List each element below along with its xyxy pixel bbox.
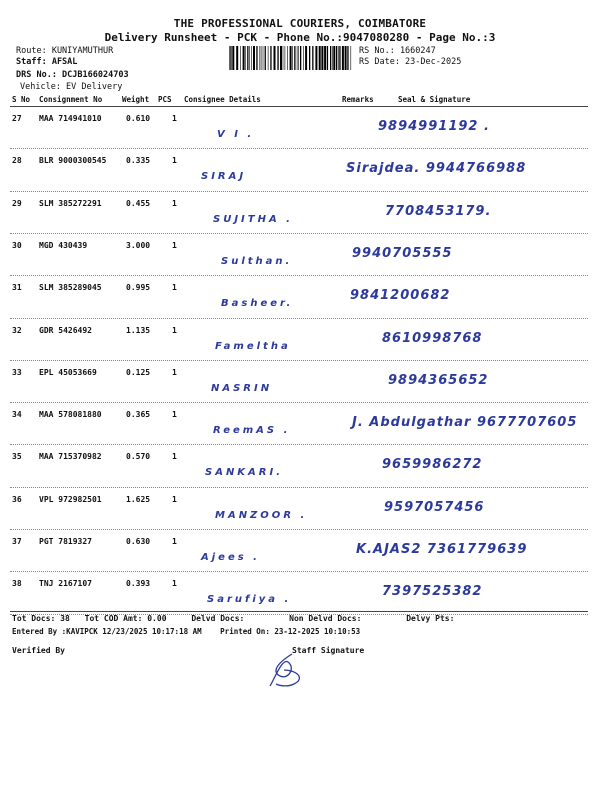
company-title: THE PROFESSIONAL COURIERS, COIMBATORE <box>173 17 427 30</box>
barcode-bar <box>270 46 271 70</box>
cell-consignment: MAA 714941010 <box>39 114 102 123</box>
signature-phone: 9940705555 <box>352 245 453 261</box>
table-row <box>10 276 588 318</box>
footer-entry <box>12 627 360 636</box>
barcode-bar <box>345 46 347 70</box>
signature-phone: 9894365652 <box>388 372 489 388</box>
barcode-bar <box>247 46 248 70</box>
barcode-bar <box>265 46 266 70</box>
consignee-name: Sarufiya . <box>207 594 292 606</box>
printed-on: Printed On: 23-12-2025 10:10:53 <box>220 627 361 636</box>
barcode-bar <box>285 46 286 70</box>
cell-sno: 28 <box>12 156 22 166</box>
consignee-name: SUJITHA . <box>213 213 293 225</box>
barcode-bar <box>287 46 288 70</box>
cell-weight: 1.625 <box>126 494 151 504</box>
barcode-bar <box>303 46 304 70</box>
barcode-bar <box>236 46 238 70</box>
verified-by: Verified By <box>12 646 65 655</box>
cell-pcs: 1 <box>172 156 177 166</box>
consignee-name: SANKARI. <box>205 467 284 479</box>
cell-weight: 0.570 <box>126 452 151 462</box>
cell-consignment: SLM 385272291 <box>39 198 102 208</box>
table-row <box>10 107 588 149</box>
signature-phone: 9894991192 . <box>378 119 490 134</box>
signature-phone: 9659986272 <box>382 457 483 473</box>
footer-divider <box>10 611 588 612</box>
barcode-bar <box>351 46 352 70</box>
cell-consignment: BLR 9000300545 <box>39 156 107 166</box>
cell-weight: 0.125 <box>126 367 151 377</box>
barcode-bar <box>300 46 301 70</box>
delvd-docs: Delvd Docs: <box>191 614 245 623</box>
consignee-name: ReemAS . <box>213 425 291 437</box>
signature-phone: Sirajdea. 9944766988 <box>346 161 527 177</box>
consignee-name: V I . <box>217 129 255 140</box>
cell-consignment: MAA 715370982 <box>39 452 102 462</box>
cell-consignment: SLM 385289045 <box>39 283 102 293</box>
consignee-name: Basheer. <box>221 298 294 310</box>
col-seal-signature: Seal & Signature <box>398 95 471 104</box>
barcode-bar <box>261 46 262 70</box>
consignee-name: SIRAJ <box>201 171 247 183</box>
barcode-bar <box>332 46 333 70</box>
barcode-bar <box>319 46 321 70</box>
consignee-name: Ajees . <box>201 552 260 563</box>
table-row <box>10 149 588 191</box>
cell-sno: 36 <box>12 494 22 504</box>
cell-weight: 3.000 <box>126 240 151 250</box>
barcode-bar <box>297 46 298 70</box>
barcode-bar <box>253 46 255 70</box>
cell-sno: 30 <box>12 240 22 250</box>
staff-signature-label: Staff Signature <box>292 646 365 655</box>
delvy-pts: Delvy Pts: <box>406 614 455 623</box>
entered-by: Entered By :KAVIPCK 12/23/2025 10:17:18 AM <box>12 627 202 636</box>
barcode-bar <box>260 46 261 70</box>
signature-phone: J. Abdulgathar 9677707605 <box>352 415 578 431</box>
signature-phone: 7708453179. <box>385 203 492 219</box>
non-delvd-docs: Non Delvd Docs: <box>289 614 362 623</box>
barcode-bar <box>283 46 284 70</box>
signature-phone: K.AJAS2 7361779639 <box>356 542 528 557</box>
consignee-name: NASRIN <box>211 382 273 394</box>
cell-weight: 0.995 <box>126 283 151 293</box>
barcode-bar <box>298 46 299 70</box>
cell-pcs: 1 <box>172 410 177 420</box>
cell-weight: 0.455 <box>126 198 151 208</box>
staff-label: Staff: AFSAL <box>16 57 78 67</box>
table-row <box>10 403 588 445</box>
runsheet-title: Delivery Runsheet - PCK - Phone No.:9047080280 - Page No.:3 <box>104 31 496 44</box>
cell-consignment: GDR 5426492 <box>39 325 92 335</box>
col-consignee: Consignee Details <box>184 95 261 104</box>
route-label: Route: KUNIYAMUTHUR <box>16 46 114 56</box>
barcode-bar <box>245 46 246 70</box>
cell-sno: 38 <box>12 579 22 589</box>
barcode-bar <box>339 46 340 70</box>
consignee-name: MANZOOR . <box>215 509 308 521</box>
barcode-bar <box>336 46 337 70</box>
cell-weight: 1.135 <box>126 325 151 335</box>
signature-phone: 7397525382 <box>382 584 483 600</box>
cell-weight: 0.630 <box>126 537 151 546</box>
barcode-bar <box>229 46 230 70</box>
table-row <box>10 192 588 234</box>
barcode-bar <box>309 46 310 70</box>
barcode-bar <box>347 46 348 70</box>
cell-consignment: VPL 972982501 <box>39 494 102 504</box>
barcode-bar <box>305 46 307 70</box>
barcode-bar <box>292 46 293 70</box>
barcode-bar <box>333 46 335 70</box>
rs-no-label: RS No.: 1660247 <box>359 46 436 56</box>
table-row <box>10 445 588 487</box>
cell-weight: 0.393 <box>126 579 151 589</box>
barcode-bar <box>324 46 326 70</box>
table-row <box>10 488 588 530</box>
col-consignment: Consignment No <box>39 95 103 104</box>
cell-pcs: 1 <box>172 114 177 123</box>
table-header <box>12 95 587 105</box>
cell-consignment: MGD 430439 <box>39 240 88 250</box>
col-pcs: PCS <box>158 95 172 104</box>
signature-phone: 9841200682 <box>350 288 451 304</box>
barcode-bar <box>330 46 331 70</box>
barcode-bar <box>277 46 278 70</box>
cell-weight: 0.610 <box>126 114 151 123</box>
cell-sno: 35 <box>12 452 22 462</box>
cell-consignment: TNJ 2167107 <box>39 579 92 589</box>
barcode-bar <box>251 46 252 70</box>
cell-pcs: 1 <box>172 325 177 335</box>
barcode-bar <box>230 46 231 70</box>
barcode-bar <box>256 46 257 70</box>
cell-pcs: 1 <box>172 452 177 462</box>
barcode-bar <box>321 46 323 70</box>
barcode-bar <box>280 46 282 70</box>
table-row <box>10 530 588 572</box>
barcode-bar <box>232 46 234 70</box>
cell-pcs: 1 <box>172 283 177 293</box>
barcode-bar <box>263 46 264 70</box>
cell-sno: 32 <box>12 325 22 335</box>
cell-consignment: EPL 45053669 <box>39 367 97 377</box>
cell-pcs: 1 <box>172 537 177 546</box>
cell-sno: 37 <box>12 537 22 546</box>
cell-pcs: 1 <box>172 240 177 250</box>
barcode-bar <box>243 46 245 70</box>
staff-signature-scribble <box>262 650 322 690</box>
col-remarks: Remarks <box>342 95 374 104</box>
drs-label: DRS No.: DCJB166024703 <box>16 70 129 80</box>
table-row <box>10 319 588 361</box>
barcode-bar <box>249 46 250 70</box>
signature-phone: 8610998768 <box>382 330 483 346</box>
rs-date-label: RS Date: 23-Dec-2025 <box>359 57 462 67</box>
barcode-bar <box>294 46 295 70</box>
cell-pcs: 1 <box>172 494 177 504</box>
barcode-bar <box>240 46 241 70</box>
cell-sno: 29 <box>12 198 22 208</box>
tot-cod: Tot COD Amt: 0.00 <box>84 614 167 623</box>
cell-sno: 27 <box>12 114 22 123</box>
barcode-bar <box>274 46 276 70</box>
cell-consignment: MAA 578081880 <box>39 410 102 420</box>
barcode-bar <box>290 46 292 70</box>
barcode <box>229 46 354 70</box>
cell-pcs: 1 <box>172 367 177 377</box>
table-row <box>10 234 588 276</box>
consignee-name: Fameltha <box>215 340 291 352</box>
cell-consignment: PGT 7819327 <box>39 537 92 546</box>
cell-pcs: 1 <box>172 579 177 589</box>
barcode-bar <box>268 46 269 70</box>
cell-sno: 31 <box>12 283 22 293</box>
barcode-bar <box>312 46 313 70</box>
table-row <box>10 361 588 403</box>
table-row <box>10 572 588 614</box>
col-weight: Weight <box>122 95 150 104</box>
consignee-name: Sulthan. <box>221 255 293 267</box>
barcode-bar <box>315 46 317 70</box>
signature-phone: 9597057456 <box>384 499 485 515</box>
barcode-bar <box>338 46 339 70</box>
tot-docs: Tot Docs: 38 <box>12 614 70 623</box>
cell-sno: 34 <box>12 410 22 420</box>
cell-sno: 33 <box>12 367 22 377</box>
cell-pcs: 1 <box>172 198 177 208</box>
footer-totals <box>12 614 454 623</box>
cell-weight: 0.335 <box>126 156 151 166</box>
barcode-bar <box>342 46 344 70</box>
cell-weight: 0.365 <box>126 410 151 420</box>
col-sno: S No <box>12 95 31 104</box>
vehicle-label: Vehicle: EV Delivery <box>20 82 123 92</box>
barcode-bar <box>327 46 328 70</box>
